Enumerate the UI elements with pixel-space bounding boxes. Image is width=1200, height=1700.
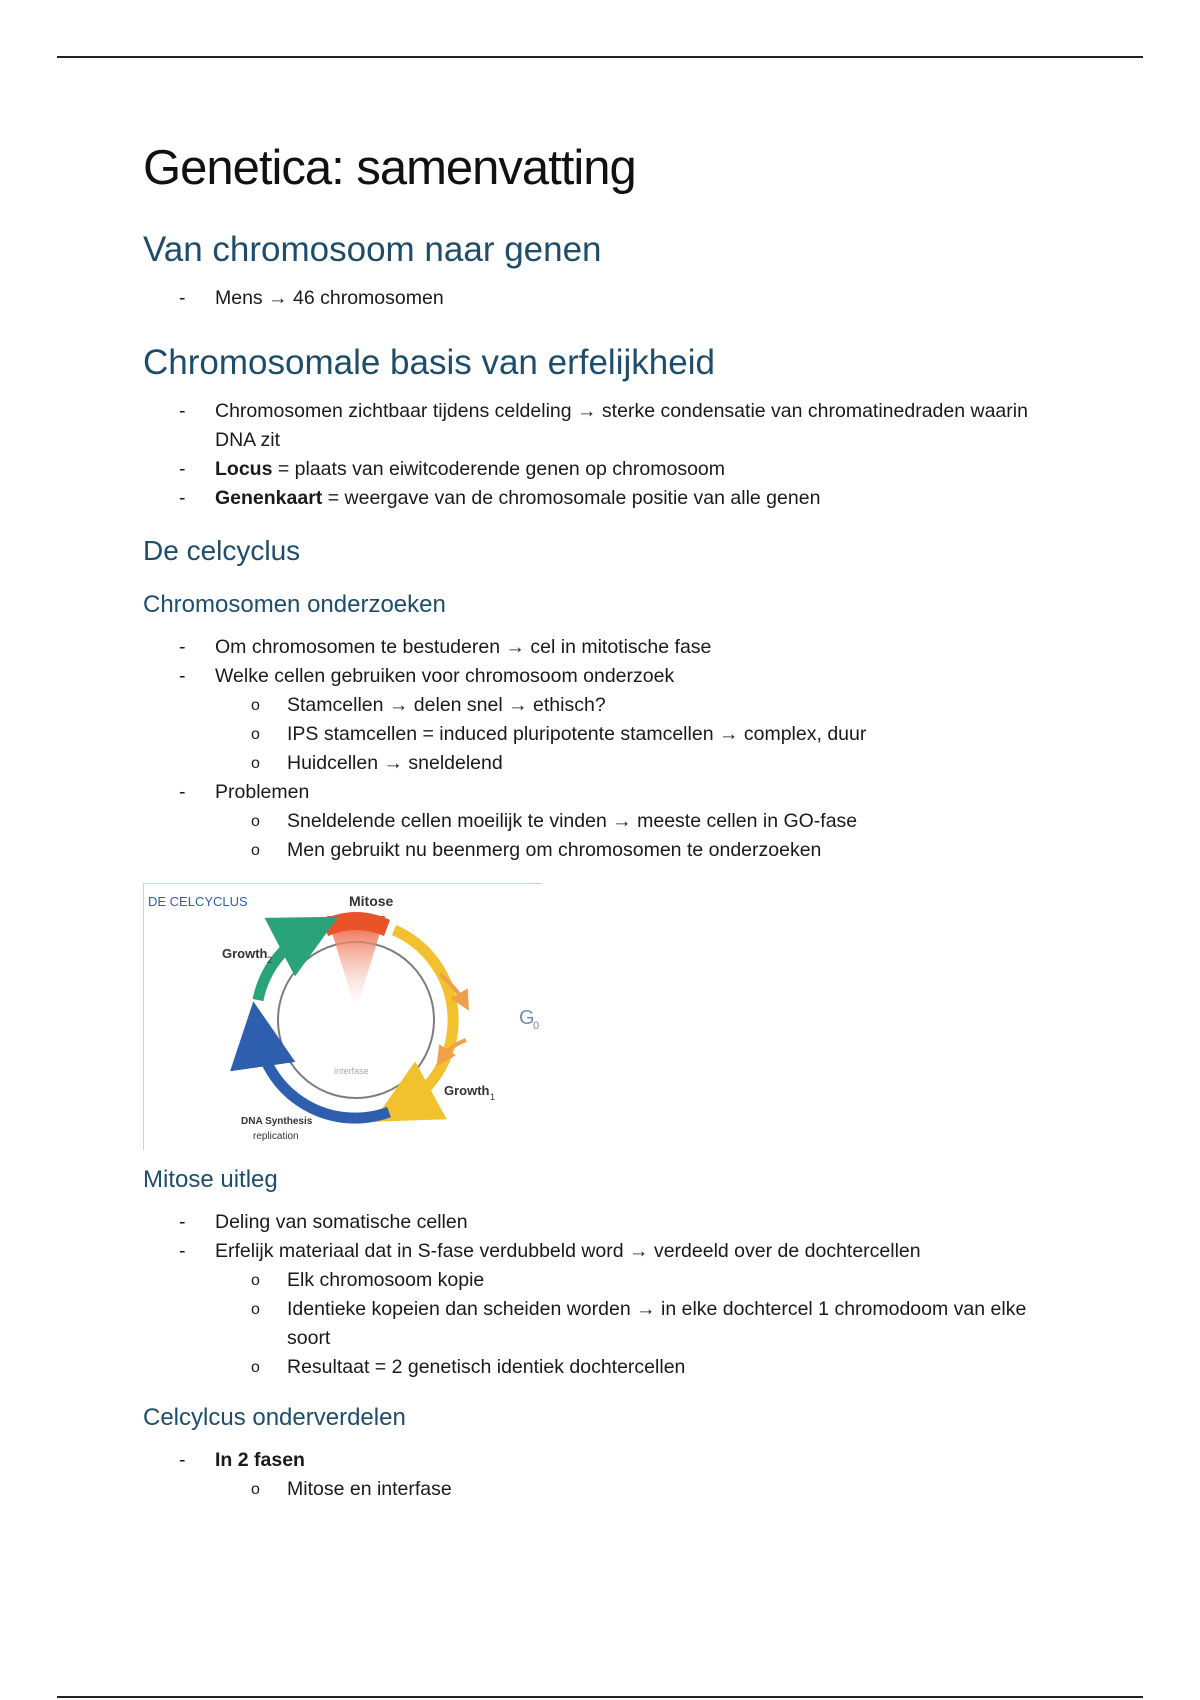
sub-list-item: o Identieke kopeien dan scheiden worden → in elke dochtercel 1 chromodoom van elke soort (251, 1298, 1027, 1349)
heading-de-celcyclus: De celcyclus (143, 535, 301, 566)
celcyclus-figure (143, 883, 542, 1150)
list-item: - Problemen (179, 781, 310, 803)
list-celcylcus-onderverdelen (143, 1446, 1063, 1475)
growth2-label: Growth (222, 946, 268, 961)
list-item: - Mens → 46 chromosomen (179, 287, 444, 309)
sub-list-item: o Elk chromosoom kopie (251, 1269, 485, 1291)
list-item: - Om chromosomen te bestuderen → cel in mitotische fase (179, 636, 712, 658)
list-item: - Genenkaart = weergave van de chromosomale positie van alle genen (179, 487, 821, 509)
list-item: - Chromosomen zichtbaar tijdens celdeling → sterke condensatie van chromatinedraden waarin DNA zit (179, 400, 1028, 451)
heading-van-chromosoom: Van chromosoom naar genen (143, 230, 602, 269)
sub-list-item: o Mitose en interfase (251, 1478, 452, 1500)
list-chromosomale-basis (143, 397, 1063, 513)
sub-list-item: o Sneldelende cellen moeilijk te vinden → meeste cellen in GO-fase (251, 810, 858, 832)
dna-synthesis-arc (258, 1034, 389, 1118)
figure-label: DE CELCYCLUS (148, 894, 248, 909)
term-genenkaart: Genenkaart (215, 487, 323, 509)
list-item: - Erfelijk materiaal dat in S-fase verdubbeld word → verdeeld over de dochtercellen (179, 1240, 921, 1262)
sublist-problemen (143, 807, 1063, 865)
replication-label: replication (253, 1131, 299, 1142)
sub-list-item: o Stamcellen → delen snel → ethisch? (251, 694, 606, 716)
bottom-rule (57, 1696, 1143, 1698)
list-item: - Deling van somatische cellen (179, 1211, 468, 1233)
heading-chromosomale-basis: Chromosomale basis van erfelijkheid (143, 343, 715, 382)
list-mitose-uitleg (143, 1208, 1063, 1266)
sublist-mitose (143, 1266, 1063, 1382)
sublist-fasen (143, 1475, 1063, 1504)
interfase-label: interfase (334, 1066, 369, 1076)
sub-list-item: o Men gebruikt nu beenmerg om chromosomen te onderzoeken (251, 839, 822, 861)
dna-synthesis-label: DNA Synthesis (241, 1116, 313, 1127)
sub-list-item: o Huidcellen → sneldelend (251, 752, 503, 774)
heading-chromosomen-onderzoeken: Chromosomen onderzoeken (143, 591, 446, 618)
term-locus: Locus (215, 458, 273, 480)
list-item: - Welke cellen gebruiken voor chromosoom onderzoek (179, 665, 675, 687)
celcyclus-diagram (144, 884, 542, 1150)
list-item: - In 2 fasen (179, 1449, 305, 1471)
sub-list-item: o Resultaat = 2 genetisch identiek dochtercellen (251, 1356, 686, 1378)
document-page (143, 140, 1063, 1504)
growth1-arc (394, 930, 453, 1106)
g0-label: G (519, 1007, 535, 1029)
mitose-label: Mitose (349, 893, 394, 909)
sub-list-item: o IPS stamcellen = induced pluripotente stamcellen → complex, duur (251, 723, 867, 745)
list-van-chromosoom (143, 284, 1063, 313)
list-item: - Locus = plaats van eiwitcoderende genen op chromosoom (179, 458, 726, 480)
list-chromosomen-onderzoeken (143, 633, 1063, 691)
heading-mitose-uitleg: Mitose uitleg (143, 1166, 278, 1193)
growth1-subscript: 1 (490, 1092, 496, 1102)
document-title: Genetica: samenvatting (143, 141, 636, 195)
growth1-label: Growth (444, 1083, 490, 1098)
top-rule (57, 56, 1143, 58)
g0-subscript: 0 (533, 1020, 540, 1032)
growth2-subscript: 2 (267, 955, 273, 965)
sublist-welke-cellen (143, 691, 1063, 778)
heading-celcylcus-onderverdelen: Celcylcus onderverdelen (143, 1404, 406, 1431)
